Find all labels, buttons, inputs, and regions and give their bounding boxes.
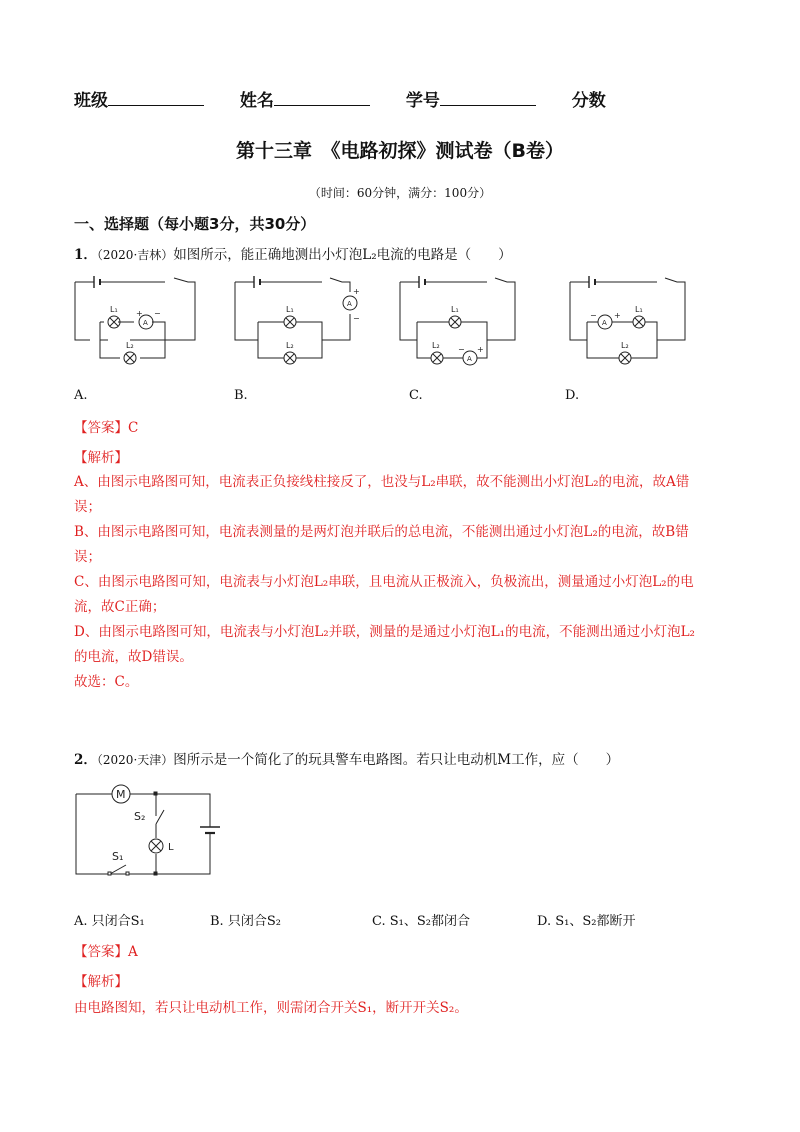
q1-answer-value: C: [128, 420, 139, 436]
circuit-b-l2-label: L₂: [286, 341, 294, 350]
q2-option-a[interactable]: A. 只闭合S₁: [74, 914, 145, 929]
circuit-a-l1-label: L₁: [110, 305, 118, 314]
id-label: 学号: [405, 91, 440, 111]
circuit-a-plus: +: [136, 309, 143, 318]
name-label: 姓名: [239, 91, 274, 111]
circuit-a-ammeter-label: A: [143, 319, 148, 327]
circuit-c-ammeter-label: A: [467, 355, 472, 363]
q2-answer-value: A: [128, 944, 138, 960]
q2-option-c[interactable]: C. S₁、S₂都闭合: [372, 914, 470, 929]
circuit-d-l1-label: L₁: [635, 305, 643, 314]
q1-option-c[interactable]: C.: [409, 388, 423, 403]
circuit-a-l2-label: L₂: [126, 341, 134, 350]
circuit-d-plus: +: [614, 311, 621, 320]
q1-option-b[interactable]: B.: [234, 388, 248, 403]
q2-answer-tag: 【答案】: [74, 944, 128, 960]
circuit-c-minus: −: [458, 345, 465, 354]
q1-analysis-line: 的电流，故D错误。: [74, 649, 193, 665]
circuit-c-plus: +: [477, 345, 484, 354]
q2-option-b[interactable]: B. 只闭合S₂: [210, 914, 281, 929]
q1-analysis-line: C、由图示电路图可知，电流表与小灯泡L₂串联，且电流从正极流入，负极流出，测量通过小灯泡L₂的电: [74, 574, 694, 590]
circuit-b-minus: −: [353, 314, 360, 323]
q1-analysis-line: A、由图示电路图可知，电流表正负接线柱接反了，也没与L₂串联，故不能测出小灯泡L₂的电流，故A错: [74, 474, 690, 490]
class-blank[interactable]: [108, 91, 204, 106]
circuit-d: [570, 276, 685, 364]
q2-option-d[interactable]: D. S₁、S₂都断开: [537, 914, 636, 929]
circuit-b: [235, 276, 357, 364]
circuit-b-l1-label: L₁: [286, 305, 294, 314]
q1-answer: [74, 416, 138, 436]
circuit-a: [75, 276, 195, 364]
circuit-d-ammeter-label: A: [602, 319, 607, 327]
q1-analysis: [74, 470, 734, 695]
q1-analysis-line: 误；: [74, 499, 101, 515]
section-heading: 一、选择题（每小题3分，共30分）: [74, 215, 316, 233]
circuit-d-l2-label: L₂: [621, 341, 629, 350]
q1-analysis-tag: 【解析】: [74, 450, 128, 466]
q2-number: 2．: [74, 752, 97, 768]
q1-option-a[interactable]: A.: [74, 388, 88, 403]
circuit-a-minus: −: [154, 309, 161, 318]
q1-number: 1．: [74, 247, 97, 263]
q1-option-d[interactable]: D.: [565, 388, 580, 403]
q1-analysis-line: 流，故C正确；: [74, 599, 166, 615]
id-blank[interactable]: [440, 91, 536, 106]
q2-source: （2020·天津）: [96, 753, 174, 767]
q2-analysis: 由电路图知，若只让电动机工作，则需闭合开关S₁，断开开关S₂。: [74, 1000, 468, 1016]
q1-circuit-diagrams: [70, 270, 710, 380]
q2-s2-label: S₂: [134, 810, 146, 823]
q2-text: 图所示是一个简化了的玩具警车电路图。若只让电动机M工作，应（ ）: [173, 752, 620, 768]
q1-source: （2020·吉林）: [96, 248, 174, 262]
q2-analysis-tag: 【解析】: [74, 974, 128, 990]
circuit-b-plus: +: [353, 287, 360, 296]
q2-s1-label: S₁: [112, 850, 124, 863]
circuit-d-minus: −: [590, 311, 597, 320]
circuit-c-l2-label: L₂: [432, 341, 440, 350]
q1-analysis-line: 故选：C。: [74, 674, 139, 690]
score-label: 分数: [571, 91, 606, 111]
q2-lamp-label: L: [168, 842, 174, 853]
q1-analysis-line: B、由图示电路图可知，电流表测量的是两灯泡并联后的总电流，不能测出通过小灯泡L₂的电流，故B错: [74, 524, 689, 540]
page-title: 第十三章 《电路初探》测试卷（B卷）: [236, 140, 564, 162]
q2-answer: [74, 940, 138, 960]
q1-answer-tag: 【答案】: [74, 420, 128, 436]
q2-motor-label: M: [116, 788, 126, 801]
q2-circuit-diagram: [70, 780, 230, 880]
q1-text: 如图所示，能正确地测出小灯泡L₂电流的电路是（ ）: [173, 247, 512, 263]
name-blank[interactable]: [274, 91, 370, 106]
q1-analysis-line: D、由图示电路图可知，电流表与小灯泡L₂并联，测量的是通过小灯泡L₁的电流，不能测出通过小灯泡L₂: [74, 624, 695, 640]
question-1: [74, 243, 512, 263]
circuit-c-l1-label: L₁: [451, 305, 459, 314]
q1-analysis-line: 误；: [74, 549, 101, 565]
page-subtitle: （时间：60分钟，满分：100分）: [308, 186, 492, 200]
student-info-line: [74, 86, 606, 111]
class-label: 班级: [74, 91, 108, 111]
question-2: [74, 748, 619, 768]
circuit-b-ammeter-label: A: [347, 300, 352, 308]
